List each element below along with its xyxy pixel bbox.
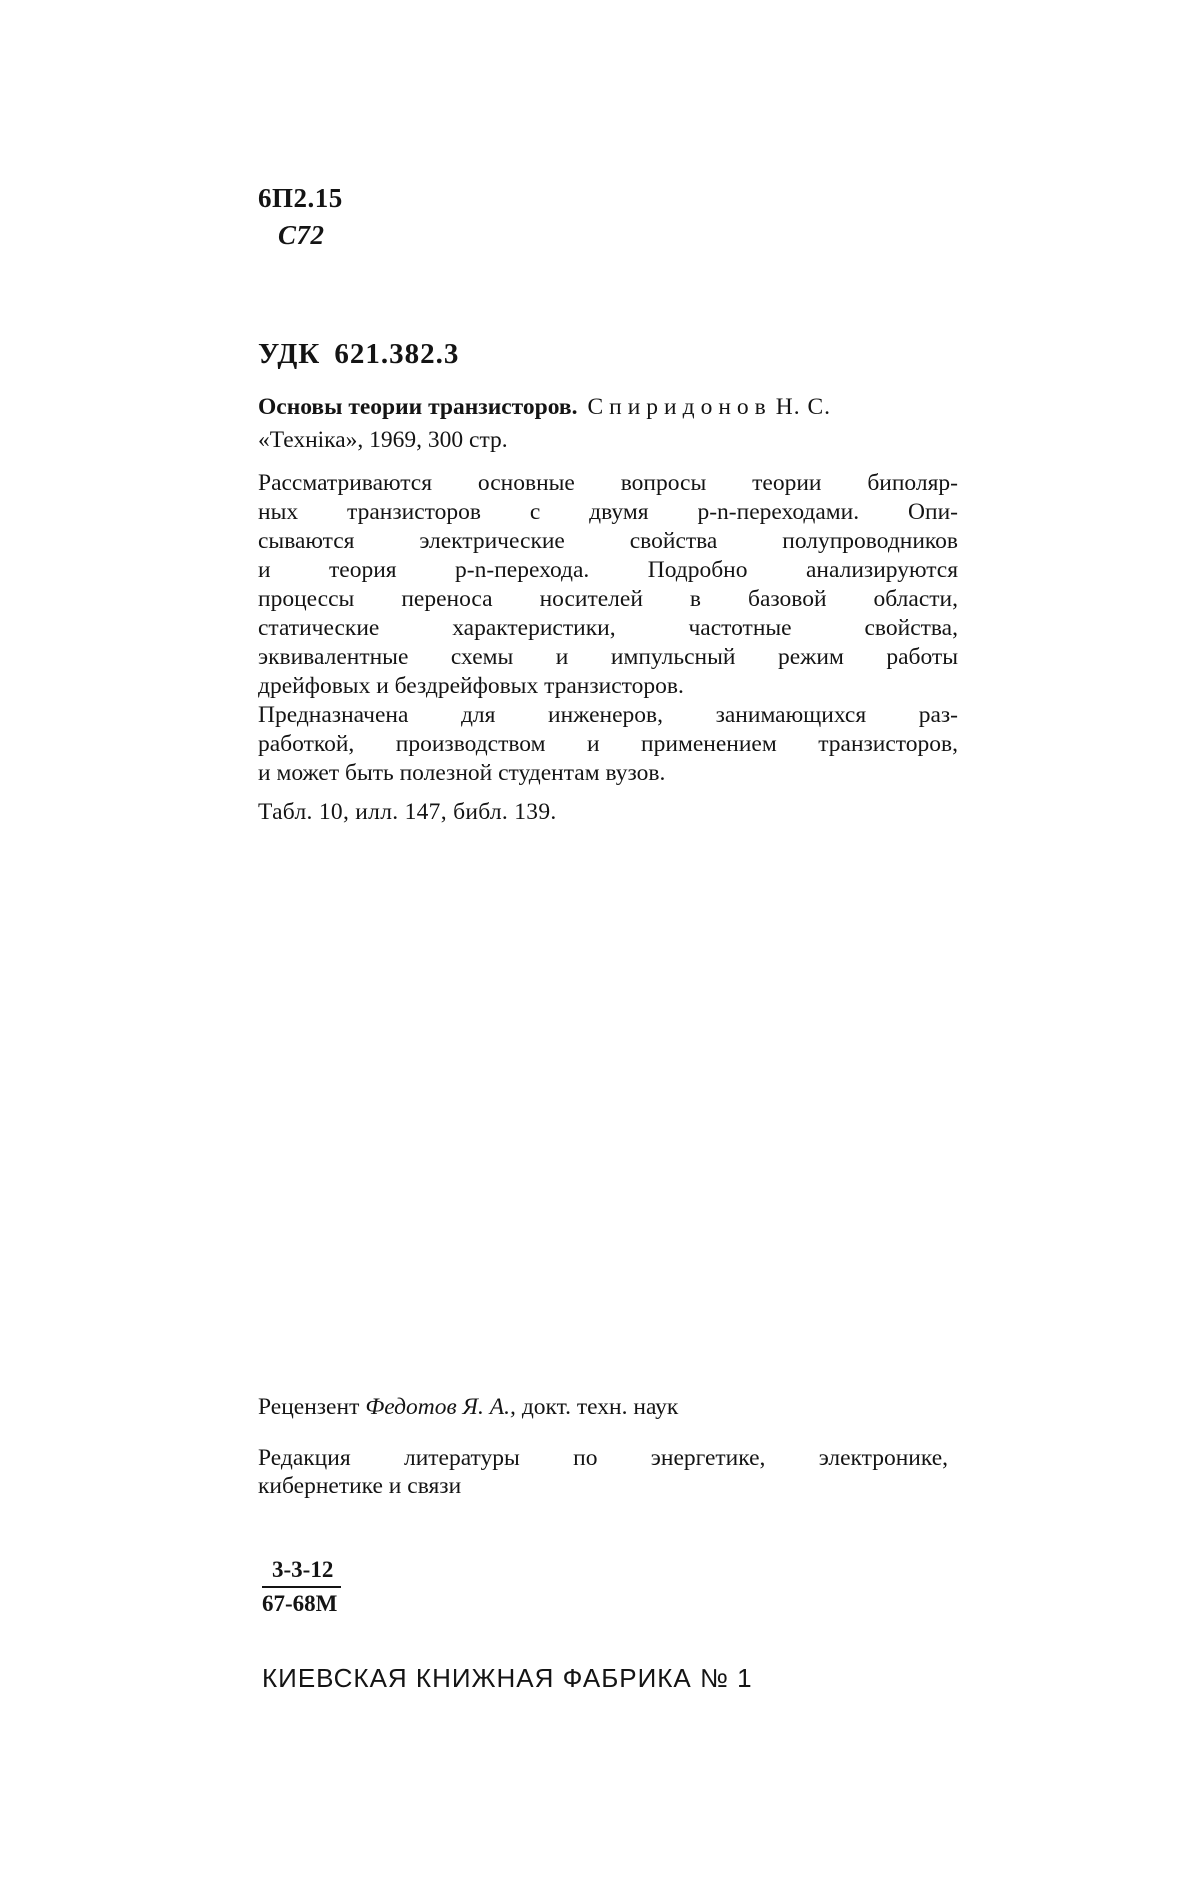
- index-code-numerator: 3-3-12: [262, 1556, 341, 1588]
- udk-number: 621.382.3: [334, 338, 460, 370]
- abstract-line: Предназначена для инженеров, занимающихся раз-: [258, 702, 958, 728]
- abstract-paragraph-1: [258, 469, 958, 701]
- abstract-line: дрейфовых и бездрейфовых транзисторов.: [258, 673, 684, 699]
- editorial-line: Редакция литературы по энергетике, электронике,: [258, 1445, 948, 1471]
- classification-code-2: С72: [278, 220, 325, 250]
- abstract-line: и может быть полезной студентам вузов.: [258, 760, 666, 786]
- editorial-line: кибернетике и связи: [258, 1473, 462, 1499]
- stats-line: Табл. 10, илл. 147, библ. 139.: [258, 799, 557, 825]
- printer-name: КИЕВСКАЯ КНИЖНАЯ ФАБРИКА № 1: [262, 1663, 753, 1693]
- author-surname: Спиридонов: [587, 394, 772, 420]
- abstract-line: эквивалентные схемы и импульсный режим работы: [258, 644, 958, 670]
- abstract-line: Рассматриваются основные вопросы теории биполяр-: [258, 470, 958, 496]
- author-initials: Н. С.: [775, 394, 832, 420]
- reviewer-degree: докт. техн. наук: [521, 1394, 679, 1420]
- abstract-line: и теория p-n-перехода. Подробно анализируются: [258, 557, 958, 583]
- abstract-line: ных транзисторов с двумя p-n-переходами. Опи-: [258, 499, 958, 525]
- abstract-paragraph-2: [258, 701, 958, 788]
- book-title: Основы теории транзисторов.: [258, 394, 578, 420]
- abstract-line: статические характеристики, частотные свойства,: [258, 615, 958, 641]
- udk-label: УДК: [258, 338, 321, 370]
- publisher-line: «Техніка», 1969, 300 стр.: [258, 427, 508, 453]
- reviewer-label: Рецензент: [258, 1394, 360, 1420]
- abstract-line: процессы переноса носителей в базовой области,: [258, 586, 958, 612]
- reviewer-name: Федотов Я. А.,: [365, 1394, 516, 1420]
- editorial-office: [258, 1444, 958, 1500]
- index-code-denominator: 67-68М: [262, 1591, 338, 1616]
- udk-heading: [258, 338, 459, 371]
- index-code-fraction: [262, 1556, 341, 1618]
- bibliographic-title-line: [258, 393, 958, 422]
- classification-code-1: 6П2.15: [258, 183, 343, 213]
- abstract-line: работкой, производством и применением транзисторов,: [258, 731, 958, 757]
- abstract: [258, 469, 958, 788]
- reviewer-line: [258, 1393, 958, 1422]
- abstract-line: сываются электрические свойства полупроводников: [258, 528, 958, 554]
